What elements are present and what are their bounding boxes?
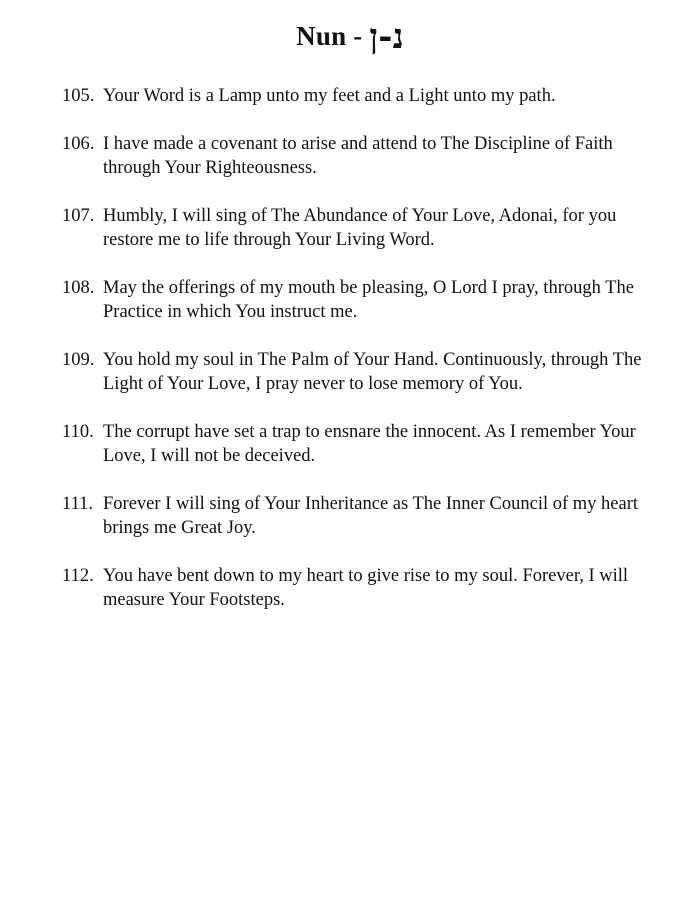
verse-text: The corrupt have set a trap to ensnare the innocent. As I remember Your Love, I will not be deceived.	[103, 422, 636, 466]
verse-109	[62, 348, 662, 396]
page-title	[0, 14, 700, 59]
verse-105	[62, 84, 662, 108]
verse-text: I have made a covenant to arise and attend to The Discipline of Faith through Your Righteousness.	[103, 134, 613, 178]
verse-number: 109.	[62, 350, 95, 370]
verse-108	[62, 276, 662, 324]
verse-list	[62, 84, 662, 636]
verse-number: 106.	[62, 134, 95, 154]
verse-107	[62, 204, 662, 252]
verse-text: You have bent down to my heart to give rise to my soul. Forever, I will measure Your Footsteps.	[103, 566, 629, 610]
verse-text: Your Word is a Lamp unto my feet and a Light unto my path.	[103, 86, 556, 106]
title-label: Nun -	[296, 21, 363, 51]
title-hebrew-letters: נ-ן	[369, 17, 404, 57]
verse-number: 110.	[62, 422, 94, 442]
verse-111	[62, 492, 662, 540]
verse-106	[62, 132, 662, 180]
verse-number: 112.	[62, 566, 94, 586]
verse-text: May the offerings of my mouth be pleasing, O Lord I pray, through The Practice in which You instruct me.	[103, 278, 634, 322]
verse-112	[62, 564, 662, 612]
verse-110	[62, 420, 662, 468]
verse-number: 108.	[62, 278, 95, 298]
verse-number: 105.	[62, 86, 95, 106]
verse-number: 111.	[62, 494, 94, 514]
verse-number: 107.	[62, 206, 95, 226]
verse-text: Humbly, I will sing of The Abundance of Your Love, Adonai, for you restore me to life through Your Living Word.	[103, 206, 617, 250]
verse-text: You hold my soul in The Palm of Your Hand. Continuously, through The Light of Your Love, I pray never to lose memory of You.	[103, 350, 642, 394]
verse-text: Forever I will sing of Your Inheritance as The Inner Council of my heart brings me Great Joy.	[103, 494, 639, 538]
